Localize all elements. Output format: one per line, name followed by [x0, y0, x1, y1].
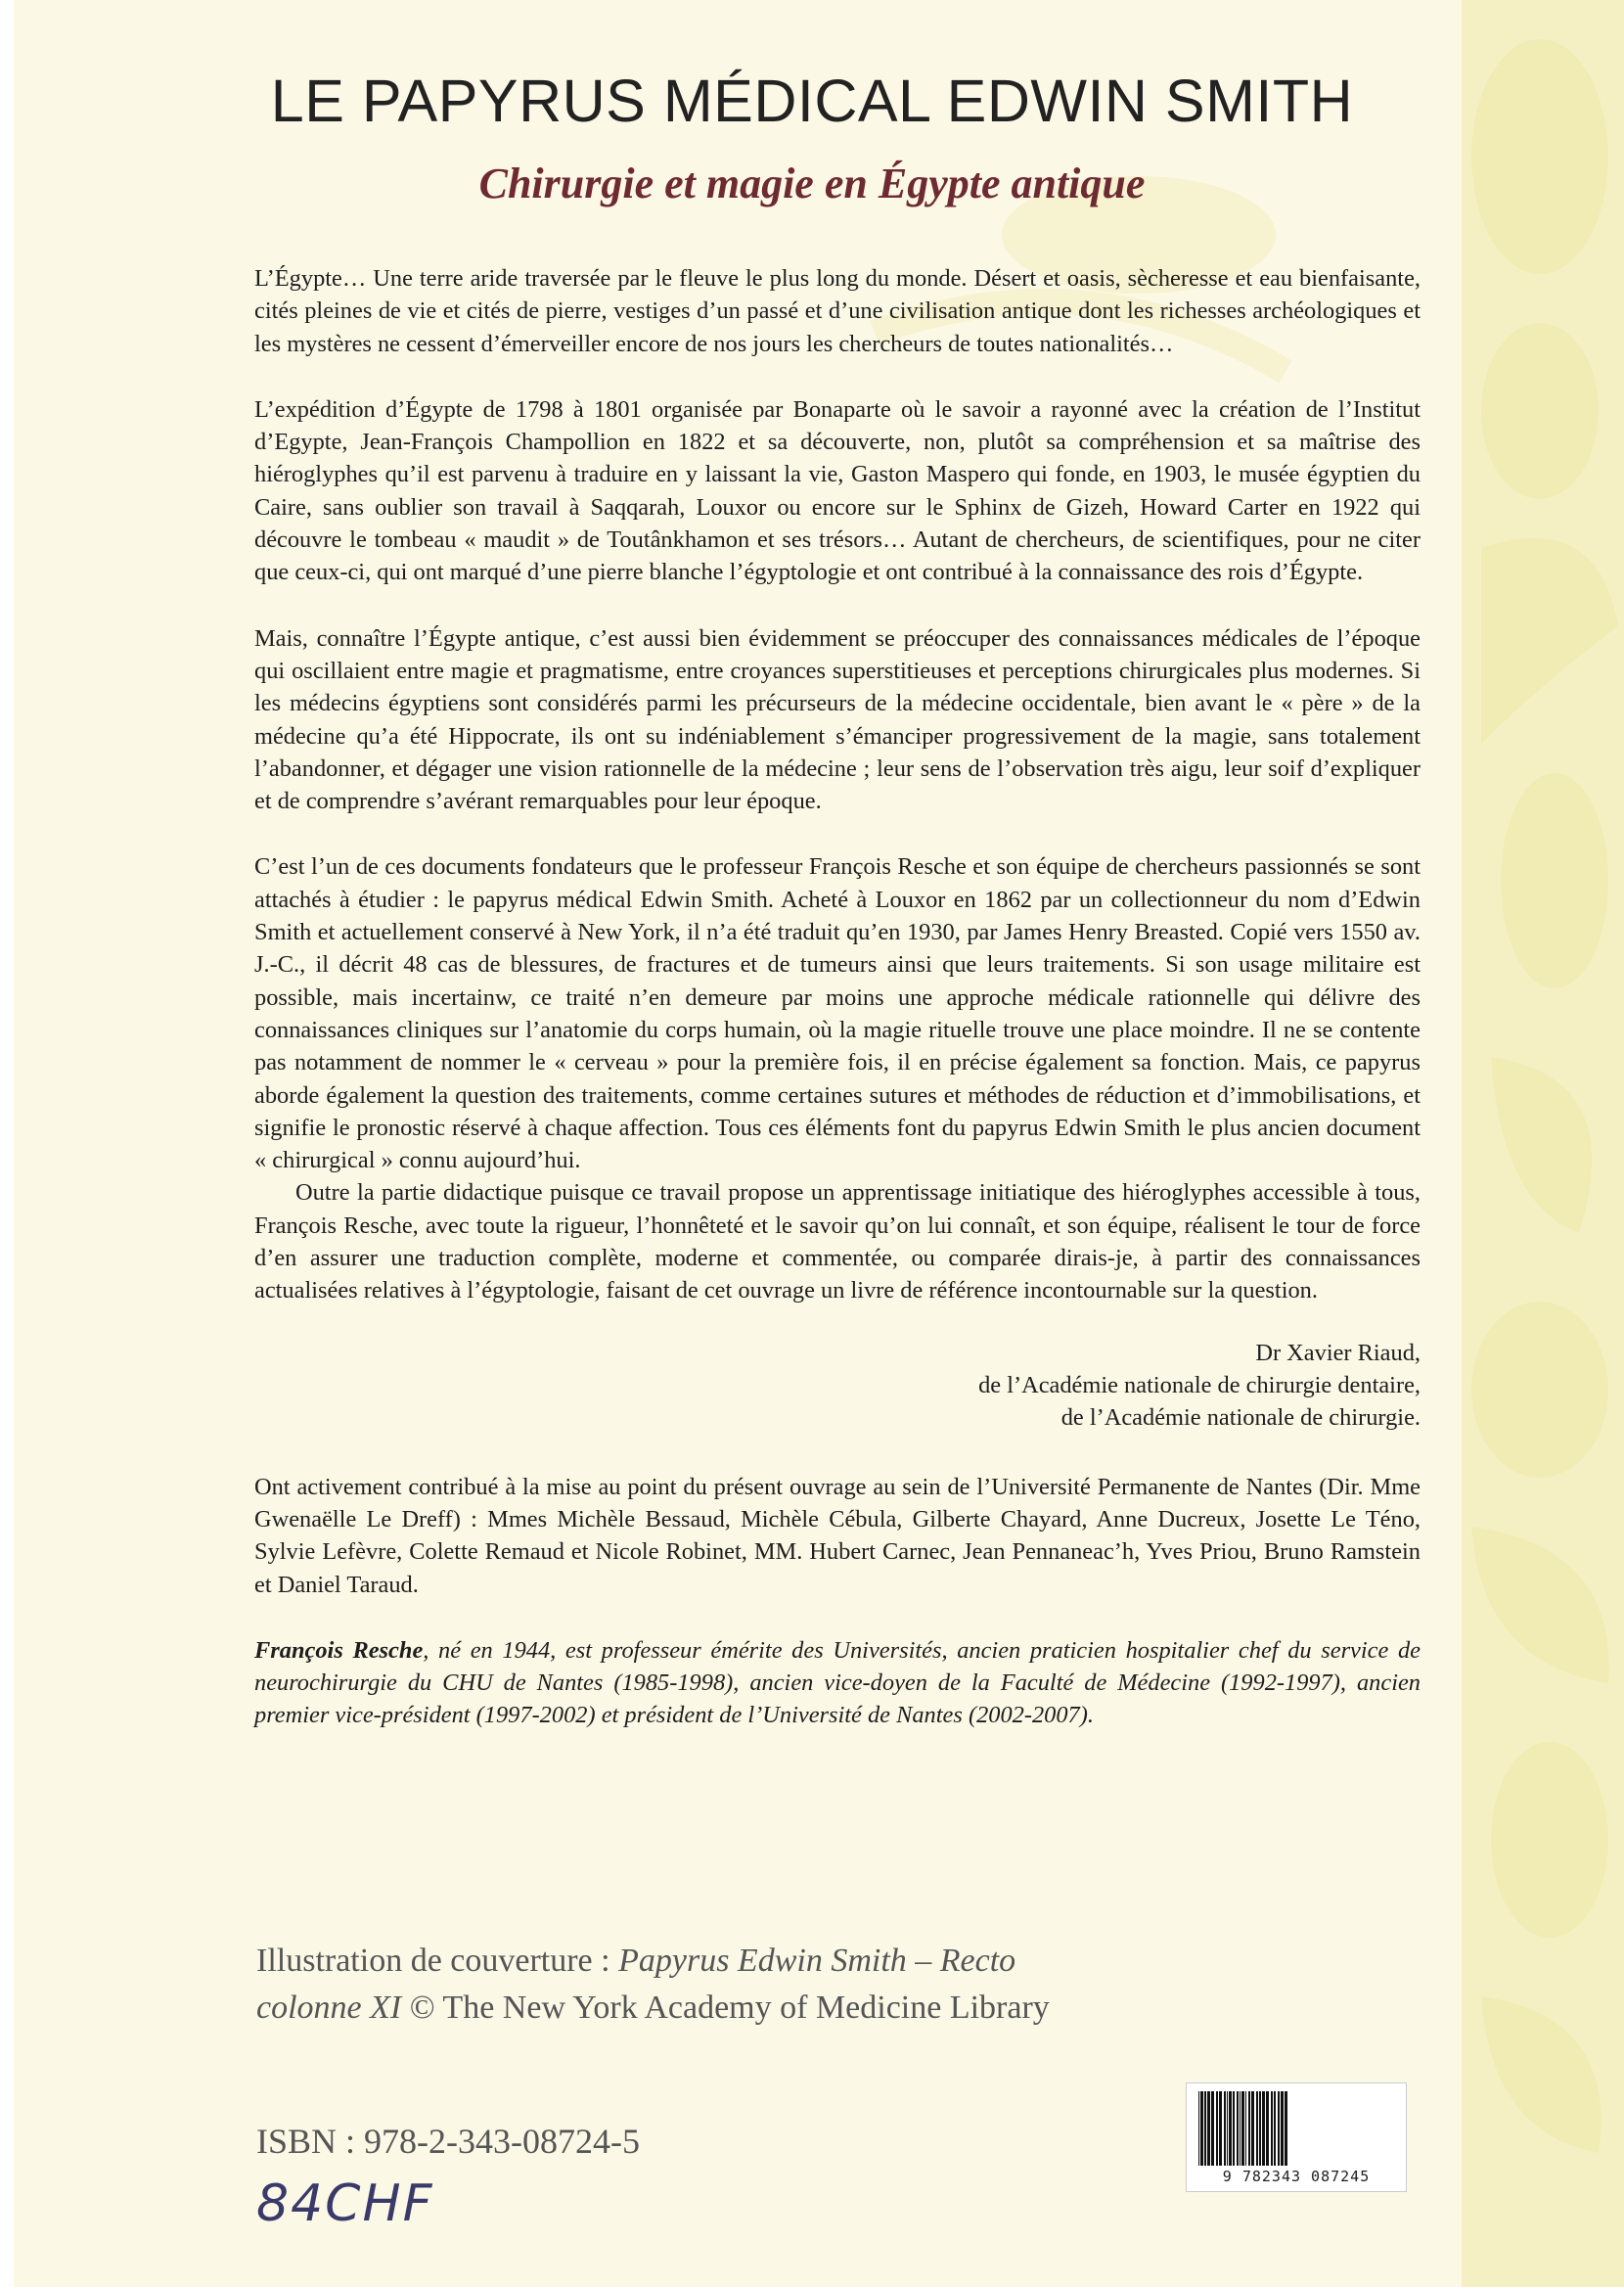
- credit-label: Illustration de couverture :: [256, 1943, 619, 1979]
- barcode-number: 9 782343 087245: [1222, 2168, 1371, 2185]
- book-subtitle: Chirurgie et magie en Égypte antique: [478, 160, 1146, 207]
- barcode-bar: [1237, 2091, 1239, 2166]
- cover-illustration-credit: [256, 1938, 1059, 2032]
- paragraph-translation: Outre la partie didactique puisque ce travail propose un apprentissage initiatique des hiéroglyphes accessible à tous, François Resche, avec toute la rigueur, l’honnêteté et le savoir qu’on lui connaît, et son équipe, réalisent le tour de force d’en assurer une traduction complète, moderne et commentée, ou comparée dirais-je, à partir des connaissances actualisées relatives à l’égyptologie, faisant de cet ouvrage un livre de référence incontournable sur la question.: [254, 1179, 1421, 1304]
- barcode-bar: [1274, 2091, 1276, 2166]
- barcode-bar: [1278, 2091, 1280, 2166]
- barcode-bar: [1233, 2091, 1235, 2166]
- barcode-bar: [1285, 2091, 1287, 2166]
- barcode-bar: [1204, 2091, 1206, 2166]
- barcode-bar: [1259, 2091, 1261, 2166]
- paragraph-contributors: Ont activement contribué à la mise au point du présent ouvrage au sein de l’Université Permanente de Nantes (Dir. Mme Gwenaëlle Le Dreff) : Mmes Michèle Bessaud, Michèle Cébula, Gilberte Chayard, Anne Ducreux, Josette Le Téno, Sylvie Lefèvre, Colette Remaud et Nicole Robinet, MM. Hubert Carnec, Jean Pennaneac’h, Yves Priou, Bruno Ramstein et Daniel Taraud.: [254, 1473, 1421, 1598]
- author-name: François Resche: [254, 1636, 424, 1664]
- author-bio: [254, 1634, 1421, 1732]
- book-title: LE PAPYRUS MÉDICAL EDWIN SMITH: [270, 68, 1354, 134]
- barcode-bar: [1262, 2091, 1265, 2166]
- barcode-bar: [1219, 2091, 1222, 2166]
- signature: [254, 1307, 1421, 1434]
- barcode-bar: [1207, 2091, 1210, 2166]
- barcode-bar: [1198, 2091, 1199, 2166]
- barcode-bar: [1281, 2091, 1284, 2166]
- barcode-bar: [1224, 2091, 1226, 2166]
- handwritten-price: 84CHF: [256, 2174, 434, 2233]
- credit-rights: © The New York Academy of Medicine Library: [401, 1990, 1050, 2026]
- barcode-bar: [1241, 2091, 1244, 2166]
- barcode: [1186, 2082, 1407, 2192]
- barcode-bar: [1256, 2091, 1258, 2166]
- paragraph-history: L’expédition d’Égypte de 1798 à 1801 organisée par Bonaparte où le savoir a rayonné avec la création de l’Institut d’Egypte, Jean-François Champollion en 1822 et sa découverte, non, plutôt sa compréhension et sa maîtrise des hiéroglyphes qu’il est parvenu à traduire en y laissant la vie, Gaston Maspero qui fonde, en 1903, le musée égyptien du Caire, sans oublier son travail à Saqqarah, Louxor ou encore sur le Sphinx de Gizeh, Howard Carter en 1922 qui découvre le tombeau « maudit » de Toutânkhamon et ses trésors… Autant de chercheurs, de scientifiques, pour ne citer que ceux-ci, qui ont marqué d’une pierre blanche l’égyptologie et ont contribué à la connaissance des rois d’Égypte.: [254, 395, 1421, 586]
- barcode-bar: [1229, 2091, 1232, 2166]
- barcode-bar: [1251, 2091, 1254, 2166]
- paragraph-medicine: Mais, connaître l’Égypte antique, c’est aussi bien évidemment se préoccuper des connaissances médicales de l’époque qui oscillaient entre magie et pragmatisme, entre croyances superstitieuses et perceptions chirurgicales plus modernes. Si les médecins égyptiens sont considérés parmi les précurseurs de la médecine occidentale, bien avant le « père » de la médecine qu’a été Hippocrate, ils ont su indéniablement s’émanciper progressivement de la magie, sans totalement l’abandonner, et dégager une vision rationnelle de la médecine ; leur sens de l’observation très aigu, leur soif d’expliquer et de comprendre s’avérant remarquables pour leur époque.: [254, 624, 1421, 815]
- isbn: ISBN : 978-2-343-08724-5: [256, 2122, 640, 2161]
- back-cover-text: [254, 262, 1421, 1765]
- credit-work: Papyrus Edwin Smith – Recto colonne XI: [256, 1943, 1016, 2026]
- barcode-bar: [1216, 2091, 1218, 2166]
- barcode-bar: [1245, 2091, 1246, 2166]
- barcode-bar: [1227, 2091, 1228, 2166]
- barcode-bar: [1266, 2091, 1269, 2166]
- author-bio-text: , né en 1944, est professeur émérite des Universités, ancien praticien hospitalier chef du service de neurochirurgie du CHU de Nantes (1985-1998), ancien vice-doyen de la Faculté de Médecine (1992-1997), ancien premier vice-président (1997-2002) et président de l’Université de Nantes (2002-2007).: [254, 1636, 1421, 1729]
- paragraph-papyrus: C’est l’un de ces documents fondateurs que le professeur François Resche et son équipe de chercheurs passionnés se sont attachés à étudier : le papyrus médical Edwin Smith. Acheté à Louxor en 1862 par un collectionneur du nom d’Edwin Smith et actuellement conservé à New York, il n’a été traduit qu’en 1930, par James Henry Breasted. Copié vers 1550 av. J.-C., il décrit 48 cas de blessures, de fractures et de tumeurs ainsi que leurs traitements. Si son usage militaire est possible, mais incertainw, ce traité n’en demeure par moins une approche médicale rationnelle qui délivre des connaissances cliniques sur l’anatomie du corps humain, où la magie rituelle trouve une place moindre. Il ne se contente pas notamment de nommer le « cerveau » pour la première fois, il en précise également sa fonction. Mais, ce papyrus aborde également la question des traitements, comme certaines sutures et méthodes de réduction et d’immobilisations, et signifie le pronostic réservé à chaque affection. Tous ces éléments font du papyrus Edwin Smith le plus ancien document « chirurgical » connu aujourd’hui.: [254, 853, 1421, 1174]
- barcode-bar: [1211, 2091, 1214, 2166]
- signature-affiliation-1: de l’Académie nationale de chirurgie dentaire,: [978, 1371, 1421, 1398]
- barcode-bar: [1240, 2091, 1241, 2166]
- signature-name: Dr Xavier Riaud,: [1255, 1339, 1421, 1366]
- signature-affiliation-2: de l’Académie nationale de chirurgie.: [1060, 1403, 1421, 1431]
- paragraph-intro: L’Égypte… Une terre aride traversée par le fleuve le plus long du monde. Désert et oasis, sècheresse et eau bienfaisante, cités pleines de vie et cités de pierre, vestiges d’un passé et d’une civilisation antique dont les richesses archéologiques et les mystères ne cessent d’émerveiller encore de nos jours les chercheurs de toutes nationalités…: [254, 265, 1421, 357]
- barcode-bars: [1195, 2091, 1398, 2166]
- barcode-bar: [1200, 2091, 1203, 2166]
- barcode-bar: [1248, 2091, 1250, 2166]
- barcode-bar: [1271, 2091, 1273, 2166]
